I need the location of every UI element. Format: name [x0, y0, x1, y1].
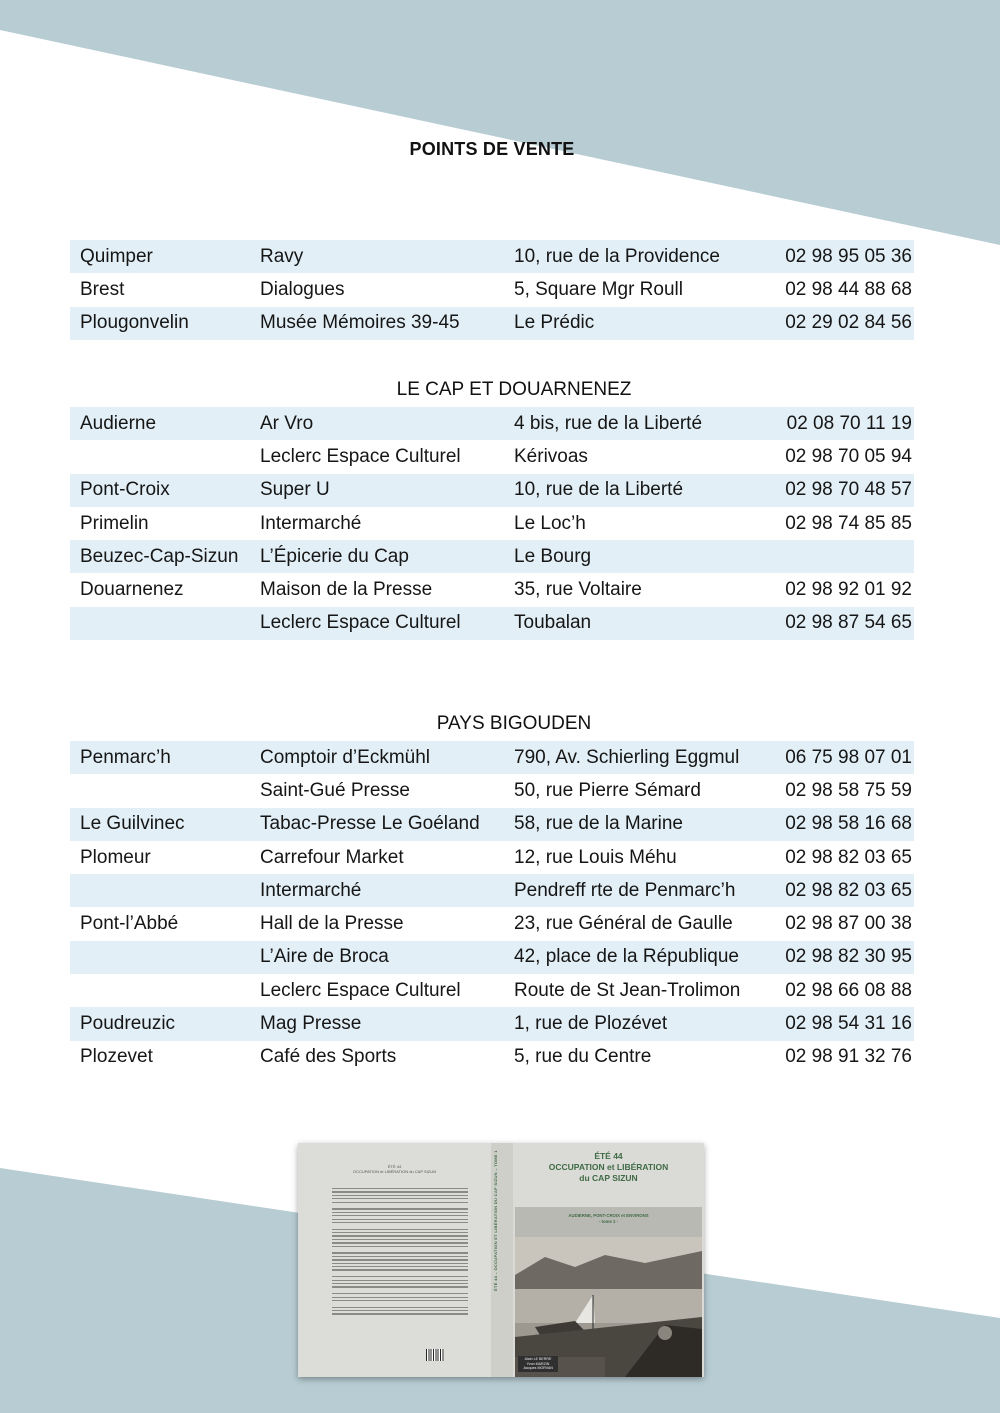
- table-row: [70, 540, 914, 573]
- address-cell: 4 bis, rue de la Liberté: [504, 407, 768, 440]
- book-subtitle-line: AUDIERNE, PONT-CROIX et ENVIRONS: [568, 1213, 649, 1218]
- book-title-line-1: ÉTÉ 44: [594, 1151, 623, 1161]
- phone-cell: 02 98 91 32 76: [785, 1046, 912, 1068]
- table-row: [70, 874, 914, 907]
- shop-cell: Dialogues: [260, 278, 345, 300]
- town-cell: Le Guilvinec: [70, 808, 250, 841]
- phone-cell: 02 98 70 05 94: [785, 445, 912, 467]
- shop-cell: Leclerc Espace Culturel: [250, 607, 504, 640]
- address-cell: Le Bourg: [504, 540, 768, 573]
- table-row: [70, 307, 914, 340]
- section-title-pays-bigouden: PAYS BIGOUDEN: [436, 713, 592, 734]
- town-cell: Pont-Croix: [70, 474, 250, 507]
- table-row: [70, 407, 914, 440]
- table-row: [70, 607, 914, 640]
- book-title-line-3: du CAP SIZUN: [579, 1173, 638, 1183]
- author-name: Alain LE BERRE: [524, 1357, 552, 1361]
- phone-cell: 02 08 70 11 19: [768, 407, 914, 440]
- book-back-title-line: ÉTÉ 44: [387, 1164, 402, 1169]
- town-cell: Quimper: [70, 240, 250, 273]
- phone-cell: 02 98 82 30 95: [768, 941, 914, 974]
- address-cell: Kérivoas: [514, 445, 588, 467]
- phone-cell: 02 98 74 85 85: [785, 512, 912, 534]
- book-spine: [491, 1143, 513, 1377]
- shop-cell: Saint-Gué Presse: [260, 779, 410, 801]
- phone-cell: 02 98 92 01 92: [785, 579, 912, 601]
- table-row: [70, 841, 914, 874]
- phone-cell: 02 98 70 48 57: [768, 474, 914, 507]
- phone-cell: 02 98 54 31 16: [768, 1007, 914, 1040]
- address-cell: 790, Av. Schierling Eggmul: [504, 741, 768, 774]
- table-row: [70, 907, 914, 940]
- town-cell: Plozevet: [80, 1046, 153, 1068]
- book-front-subtitle: [513, 1213, 704, 1225]
- address-cell: 10, rue de la Providence: [504, 240, 768, 273]
- address-cell: 50, rue Pierre Sémard: [514, 779, 701, 801]
- book-spine-text: ÉTÉ 44 – OCCUPATION ET LIBÉRATION DU CAP SIZUN – TOME 1: [493, 1150, 498, 1291]
- town-cell: Brest: [80, 278, 125, 300]
- table-row: [70, 941, 914, 974]
- phone-cell: 02 98 87 54 65: [768, 607, 914, 640]
- book-authors: [518, 1356, 558, 1372]
- shop-cell: L’Épicerie du Cap: [250, 540, 504, 573]
- phone-cell: 02 98 95 05 36: [768, 240, 914, 273]
- address-cell: 12, rue Louis Méhu: [514, 846, 677, 868]
- phone-cell: 02 98 87 00 38: [785, 913, 912, 935]
- shop-cell: Maison de la Presse: [260, 579, 433, 601]
- address-cell: 1, rue de Plozévet: [504, 1007, 768, 1040]
- town-cell: Plougonvelin: [70, 307, 250, 340]
- address-cell: Toubalan: [504, 607, 768, 640]
- shop-cell: Hall de la Presse: [260, 913, 404, 935]
- town-cell: Douarnenez: [80, 579, 184, 601]
- book-back-title: [298, 1164, 491, 1174]
- town-cell: [70, 874, 250, 907]
- address-cell: 23, rue Général de Gaulle: [514, 913, 733, 935]
- town-cell: [70, 774, 250, 807]
- barcode-icon: [426, 1349, 444, 1361]
- town-cell: Plomeur: [80, 846, 151, 868]
- phone-cell: [768, 540, 914, 573]
- table-row: [70, 1041, 914, 1074]
- author-name: Jacques MORVAN: [523, 1366, 553, 1371]
- book-back-text-block: [332, 1188, 468, 1317]
- town-cell: [70, 440, 250, 473]
- phone-cell: 06 75 98 07 01: [768, 741, 914, 774]
- town-cell: Poudreuzic: [70, 1007, 250, 1040]
- author-name: Yvon MARZIN: [526, 1361, 550, 1366]
- table-row: [70, 573, 914, 606]
- phone-cell: 02 98 82 03 65: [768, 874, 914, 907]
- table-row: [70, 474, 914, 507]
- town-cell: Beuzec-Cap-Sizun: [70, 540, 250, 573]
- table-row: [70, 240, 914, 273]
- book-back-subtitle-line: OCCUPATION et LIBÉRATION du CAP SIZUN: [352, 1169, 437, 1174]
- shop-cell: Musée Mémoires 39-45: [250, 307, 504, 340]
- table-row: [70, 741, 914, 774]
- table-row: [70, 808, 914, 841]
- phone-cell: 02 98 82 03 65: [785, 846, 912, 868]
- table-row: [70, 774, 914, 807]
- address-cell: 58, rue de la Marine: [504, 808, 768, 841]
- address-cell: Pendreff rte de Penmarc’h: [504, 874, 768, 907]
- address-cell: Le Loc’h: [514, 512, 586, 534]
- address-cell: 5, rue du Centre: [514, 1046, 652, 1068]
- shop-cell: Leclerc Espace Culturel: [260, 979, 461, 1001]
- table-row: [70, 1007, 914, 1040]
- shops-table-finistere: [70, 240, 914, 340]
- town-cell: [70, 974, 250, 1007]
- book-front-cover: [513, 1143, 704, 1377]
- shops-table-cap-douarnenez: [70, 407, 914, 640]
- shop-cell: Intermarché: [250, 874, 504, 907]
- town-cell: Audierne: [70, 407, 250, 440]
- phone-cell: 02 98 58 75 59: [785, 779, 912, 801]
- shop-cell: Intermarché: [260, 512, 362, 534]
- address-cell: Route de St Jean-Trolimon: [514, 979, 741, 1001]
- book-back-cover: [298, 1143, 491, 1377]
- table-row: [70, 507, 914, 540]
- phone-cell: 02 98 44 88 68: [785, 278, 912, 300]
- shop-cell: Leclerc Espace Culturel: [260, 445, 461, 467]
- town-cell: Pont-l’Abbé: [80, 913, 179, 935]
- section-title-cap-douarnenez: LE CAP ET DOUARNENEZ: [396, 379, 632, 400]
- phone-cell: 02 98 66 08 88: [785, 979, 912, 1001]
- address-cell: 35, rue Voltaire: [514, 579, 642, 601]
- book-title-line-2: OCCUPATION et LIBÉRATION: [548, 1162, 669, 1172]
- address-cell: 5, Square Mgr Roull: [514, 278, 683, 300]
- shops-table-pays-bigouden: [70, 741, 914, 1074]
- shop-cell: Ravy: [250, 240, 504, 273]
- book-cover-image: [298, 1143, 704, 1377]
- phone-cell: 02 29 02 84 56: [768, 307, 914, 340]
- shop-cell: Tabac-Presse Le Goéland: [250, 808, 504, 841]
- table-row: [70, 273, 914, 306]
- table-row: [70, 974, 914, 1007]
- shop-cell: Mag Presse: [250, 1007, 504, 1040]
- book-front-title: [513, 1151, 704, 1184]
- phone-cell: 02 98 58 16 68: [768, 808, 914, 841]
- shop-cell: L’Aire de Broca: [250, 941, 504, 974]
- shop-cell: Comptoir d’Eckmühl: [250, 741, 504, 774]
- shop-cell: Ar Vro: [250, 407, 504, 440]
- town-cell: Primelin: [80, 512, 149, 534]
- book-volume-line: - tome 1 -: [598, 1219, 619, 1224]
- address-cell: Le Prédic: [504, 307, 768, 340]
- town-cell: [70, 941, 250, 974]
- address-cell: 42, place de la République: [504, 941, 768, 974]
- shop-cell: Café des Sports: [260, 1046, 397, 1068]
- page-title: POINTS DE VENTE: [409, 139, 575, 159]
- town-cell: Penmarc’h: [70, 741, 250, 774]
- town-cell: [70, 607, 250, 640]
- shop-cell: Super U: [250, 474, 504, 507]
- shop-cell: Carrefour Market: [260, 846, 404, 868]
- table-row: [70, 440, 914, 473]
- address-cell: 10, rue de la Liberté: [504, 474, 768, 507]
